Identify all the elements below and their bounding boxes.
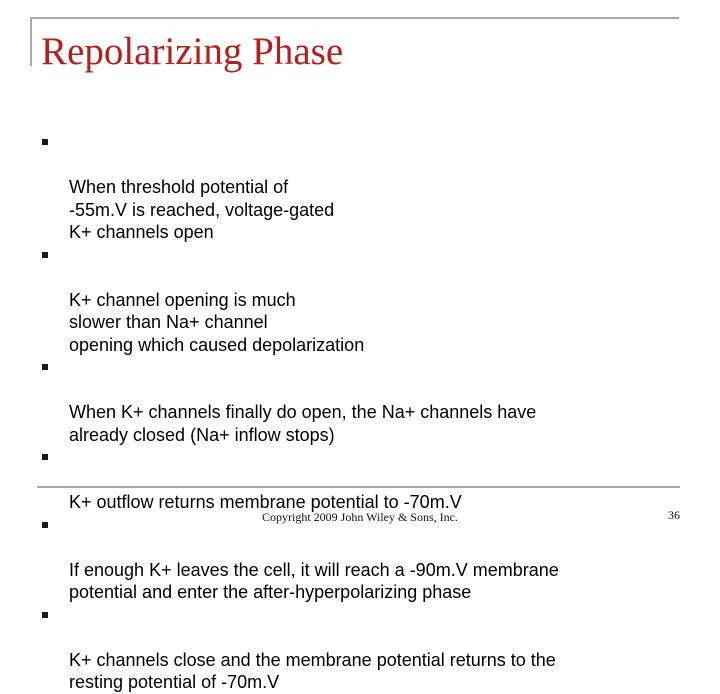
bullet-text: K+ outflow returns membrane potential to -70m.V xyxy=(69,492,462,512)
slide-title: Repolarizing Phase xyxy=(41,30,344,73)
bullet-item xyxy=(42,514,662,604)
page-number: 36 xyxy=(668,508,680,522)
bullet-text: K+ channels close and the membrane potential returns to the resting potential of -70m.V xyxy=(69,649,556,692)
square-bullet-icon xyxy=(42,612,48,618)
square-bullet-icon xyxy=(42,522,48,528)
bullet-item xyxy=(42,446,662,514)
bullet-item xyxy=(42,244,662,357)
square-bullet-icon xyxy=(42,252,48,258)
square-bullet-icon xyxy=(42,139,48,145)
bullet-list xyxy=(42,131,662,694)
bullet-item xyxy=(42,356,662,446)
title-frame-left-line xyxy=(30,17,32,66)
bullet-text: K+ channel opening is much slower than Na+ channel opening which caused depolarization xyxy=(69,289,365,355)
bullet-text: If enough K+ leaves the cell, it will reach a -90m.V membrane potential and enter the after-hyperpolarizing phase xyxy=(69,559,559,602)
square-bullet-icon xyxy=(42,454,48,460)
bullet-text: When K+ channels finally do open, the Na+ channels have already closed (Na+ inflow stops) xyxy=(69,402,537,445)
bullet-text: When threshold potential of -55m.V is reached, voltage-gated K+ channels open xyxy=(69,177,335,242)
bullet-item xyxy=(42,604,662,694)
footer-divider xyxy=(37,486,680,488)
copyright-notice: Copyright 2009 John Wiley & Sons, Inc. xyxy=(262,510,458,524)
square-bullet-icon xyxy=(42,364,48,370)
title-frame-top-line xyxy=(31,17,679,19)
bullet-item xyxy=(42,131,662,244)
